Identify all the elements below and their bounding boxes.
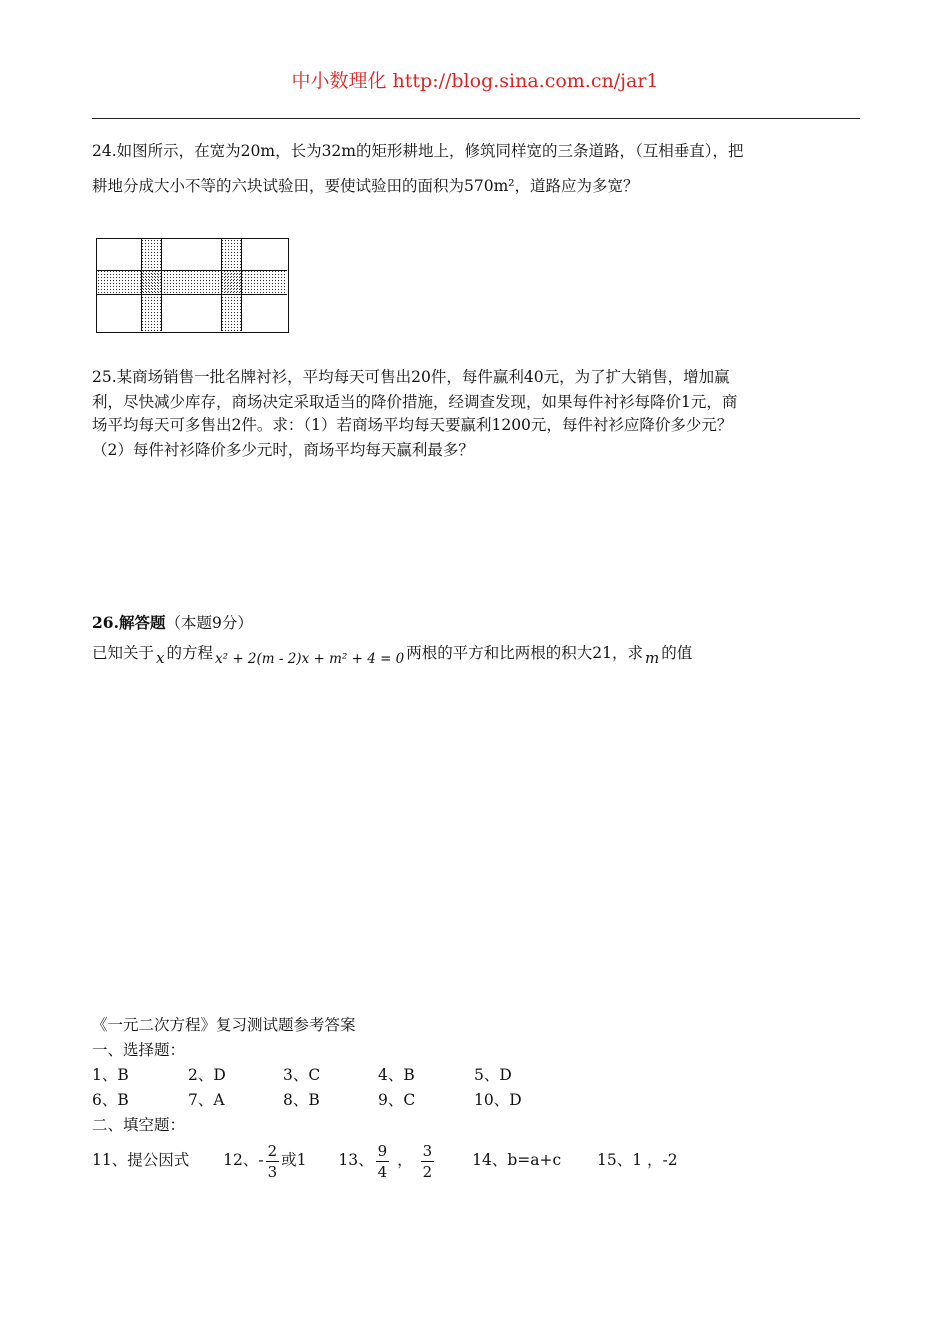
answer-8: 8、B [283,1091,320,1109]
road-edge [141,239,142,331]
answer-9: 9、C [378,1091,416,1109]
answer-14: 14、b=a+c [472,1151,562,1169]
q26-prefix: 已知关于 [92,644,155,662]
answer-10: 10、D [474,1091,522,1109]
vertical-road-left [141,239,161,331]
road-edge [161,239,162,331]
answer-12-suffix: 或1 [281,1151,307,1169]
answer-4: 4、B [378,1066,415,1084]
header-divider [92,118,860,119]
q26-body [92,640,692,667]
q26-var-x: x [156,649,165,667]
fraction-denominator: 4 [377,1162,388,1181]
answers-fill-row [92,1137,678,1183]
vertical-road-right [221,239,241,331]
q26-equation: x² + 2(m - 2)x + m² + 4 = 0 [215,651,405,667]
q26-title: 26.解答题 [92,613,166,632]
q25-line1: 25.某商场销售一批名牌衬衫，平均每天可售出20件，每件赢利40元，为了扩大销售，增加赢 [92,368,730,386]
q26-suffix: 两根的平方和比两根的积大21，求 [406,644,643,662]
answer-12-prefix: 12、- [223,1151,264,1169]
q26-end: 的值 [661,644,693,662]
answer-11: 11、提公因式 [92,1151,190,1169]
road-edge [241,239,242,331]
answer-13-fraction-2 [421,1141,435,1182]
fraction-denominator: 3 [267,1162,278,1181]
q25-line2: 利，尽快减少库存，商场决定采取适当的降价措施，经调查发现，如果每件衬衫每降价1元，商 [92,393,738,411]
answer-1: 1、B [92,1066,129,1084]
q26-var-m: m [645,649,660,667]
answer-12-fraction [266,1141,280,1182]
q24-line2: 耕地分成大小不等的六块试验田，要使试验田的面积为570m²，道路应为多宽？ [92,177,639,195]
answers-section2: 二、填空题： [92,1116,186,1134]
horizontal-road [97,270,287,294]
answer-7: 7、A [188,1091,225,1109]
fraction-denominator: 2 [422,1162,433,1181]
road-edge [97,270,287,271]
answer-13-prefix: 13、 [338,1151,374,1169]
answer-6: 6、B [92,1091,129,1109]
answer-3: 3、C [283,1066,321,1084]
q25-line4: （2）每件衬衫降价多少元时，商场平均每天赢利最多？ [92,441,474,459]
answer-13-separator: ， [397,1151,413,1169]
fraction-numerator: 2 [267,1141,278,1160]
answers-title: 《一元二次方程》复习测试题参考答案 [92,1016,356,1034]
fraction-numerator: 3 [422,1141,433,1160]
q24-line1: 24.如图所示，在宽为20m，长为32m的矩形耕地上，修筑同样宽的三条道路，（互相垂直），把 [92,142,744,160]
q25-line3: 场平均每天可多售出2件。求：（1）若商场平均每天要赢利1200元，每件衬衫应降价多少元？ [92,416,733,434]
road-edge [97,294,287,295]
road-edge [221,239,222,331]
field-diagram [96,238,289,333]
q26-heading [92,610,253,636]
answer-5: 5、D [474,1066,512,1084]
fraction-numerator: 9 [377,1141,388,1160]
answer-2: 2、D [188,1066,226,1084]
q26-mid: 的方程 [166,644,213,662]
answer-13-fraction-1 [376,1141,390,1182]
q26-note: （本题9分） [165,614,253,632]
answer-15: 15、1 ，-2 [597,1151,678,1169]
answers-section1: 一、选择题： [92,1041,186,1059]
page-header: 中小数理化 http://blog.sina.com.cn/jar1 [291,70,659,92]
